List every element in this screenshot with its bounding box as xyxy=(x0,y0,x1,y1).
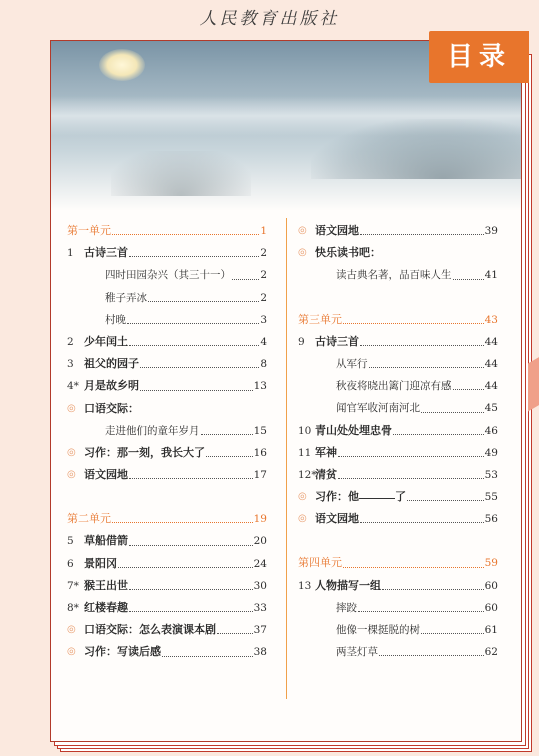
leader-dots xyxy=(201,420,253,435)
lesson-number: 8* xyxy=(67,602,79,614)
leader-dots xyxy=(217,619,253,634)
leader-dots xyxy=(162,641,253,656)
toc-entry[interactable] xyxy=(67,575,267,597)
leader-dots xyxy=(360,220,484,235)
circle-bullet-icon: ◎ xyxy=(298,491,307,503)
entry-title: 青山处处埋忠骨 xyxy=(315,423,392,437)
toc-tab: 目录 xyxy=(429,31,529,83)
leader-dots xyxy=(112,220,259,235)
toc-subentry[interactable] xyxy=(298,397,498,419)
leader-dots xyxy=(129,530,253,545)
entry-title: 习作：写读后感 xyxy=(84,645,161,659)
entry-title: 祖父的园子 xyxy=(84,357,139,371)
leader-dots xyxy=(360,508,484,523)
page-number: 1 xyxy=(260,225,267,237)
page-number: 41 xyxy=(484,269,498,282)
toc-right-column xyxy=(298,220,498,663)
toc-entry[interactable] xyxy=(67,553,267,575)
page-number: 61 xyxy=(484,624,498,636)
lesson-number: 10 xyxy=(298,424,312,437)
toc-subentry[interactable] xyxy=(67,287,267,309)
page-number: 56 xyxy=(484,513,498,526)
circle-bullet-icon: ◎ xyxy=(67,469,76,481)
entry-title: 摔跤 xyxy=(336,601,357,614)
circle-bullet-icon: ◎ xyxy=(298,513,307,525)
entry-title: 第一单元 xyxy=(67,224,111,237)
entry-title: 村晚 xyxy=(105,313,126,326)
entry-title: 月是故乡明 xyxy=(84,379,139,393)
page-number: 3 xyxy=(260,313,267,326)
entry-title: 口语交际： xyxy=(84,401,139,415)
leader-dots xyxy=(112,508,253,523)
toc-subentry[interactable] xyxy=(298,264,498,286)
entry-title: 语文园地 xyxy=(315,512,359,526)
lesson-number: 6 xyxy=(67,557,74,570)
circle-bullet-icon: ◎ xyxy=(67,402,76,414)
toc-entry[interactable] xyxy=(298,486,498,508)
lesson-number: 13 xyxy=(298,579,312,592)
toc-spacer xyxy=(298,530,498,552)
lesson-number: 11 xyxy=(298,446,312,459)
entry-title: 人物描写一组 xyxy=(315,578,381,592)
page-number: 38 xyxy=(253,646,267,659)
entry-title: 第四单元 xyxy=(298,556,342,570)
toc-entry[interactable] xyxy=(67,641,267,663)
page-number: 60 xyxy=(484,579,498,592)
entry-title: 景阳冈 xyxy=(84,556,117,570)
toc-entry[interactable] xyxy=(67,442,267,464)
leader-dots xyxy=(206,442,253,457)
page-number: 49 xyxy=(484,446,498,459)
entry-title: 秋夜将晓出篱门迎凉有感 xyxy=(336,380,452,393)
lesson-number: 2 xyxy=(67,335,74,348)
circle-bullet-icon: ◎ xyxy=(67,446,76,458)
page-number: 33 xyxy=(253,602,267,614)
page-number: 4 xyxy=(260,335,267,348)
toc-subentry[interactable] xyxy=(67,309,267,331)
entry-title: 少年闰土 xyxy=(84,334,128,348)
entry-title: 稚子弄冰 xyxy=(105,291,147,304)
page-number: 2 xyxy=(260,291,267,304)
leader-dots xyxy=(338,442,484,457)
side-marker xyxy=(528,357,539,412)
lesson-number: 12* xyxy=(298,468,317,481)
lesson-number: 1 xyxy=(67,247,74,260)
leader-dots xyxy=(140,353,259,368)
entry-title: 从军行 xyxy=(336,357,368,370)
toc-entry[interactable] xyxy=(298,464,498,486)
toc-spacer xyxy=(67,486,267,508)
leader-dots xyxy=(407,486,484,501)
toc-entry[interactable] xyxy=(298,442,498,464)
page-number: 62 xyxy=(484,646,498,659)
entry-title: 口语交际：怎么表演课本剧 xyxy=(84,623,216,637)
sun-glow xyxy=(99,49,145,81)
entry-title: 两茎灯草 xyxy=(336,646,378,659)
toc-entry[interactable] xyxy=(67,464,267,486)
circle-bullet-icon: ◎ xyxy=(298,247,307,259)
toc-entry[interactable] xyxy=(67,353,267,375)
toc-subentry[interactable] xyxy=(298,597,498,619)
toc-subentry[interactable] xyxy=(67,420,267,442)
page-number: 16 xyxy=(253,446,267,459)
leader-dots xyxy=(338,464,484,479)
page-number: 30 xyxy=(253,579,267,592)
page-number: 37 xyxy=(253,624,267,637)
toc-entry[interactable] xyxy=(298,508,498,530)
toc-subentry[interactable] xyxy=(298,353,498,375)
leader-dots xyxy=(129,242,259,257)
leader-dots xyxy=(343,309,484,324)
page-number: 20 xyxy=(253,535,267,548)
page-number: 55 xyxy=(484,491,498,504)
reeds xyxy=(111,151,251,196)
leader-dots xyxy=(453,375,484,390)
leader-dots xyxy=(129,464,253,479)
leader-dots xyxy=(118,553,253,568)
page-number: 8 xyxy=(260,358,267,371)
entry-title: 军神 xyxy=(315,445,337,459)
entry-title: 草船借箭 xyxy=(84,534,128,548)
leader-dots xyxy=(369,353,484,368)
page-number: 46 xyxy=(484,424,498,437)
circle-bullet-icon: ◎ xyxy=(67,624,76,636)
entry-title: 语文园地 xyxy=(315,224,359,237)
entry-title-suffix: 了 xyxy=(395,490,406,504)
toc-unit-heading[interactable] xyxy=(67,220,267,242)
page-number: 2 xyxy=(260,269,267,282)
page-number: 44 xyxy=(484,335,498,348)
leader-dots xyxy=(343,552,484,567)
entry-title: 四时田园杂兴（其三十一） xyxy=(105,269,231,282)
toc-left-column xyxy=(67,220,267,664)
toc-subentry[interactable] xyxy=(298,641,498,663)
entry-title: 清贫 xyxy=(315,467,337,481)
leader-dots xyxy=(127,309,259,324)
lesson-number: 9 xyxy=(298,335,305,348)
page-number: 43 xyxy=(484,313,498,326)
leader-dots xyxy=(393,420,484,435)
fill-in-blank xyxy=(359,486,395,499)
toc-unit-heading[interactable] xyxy=(67,508,267,530)
entry-title: 走进他们的童年岁月 xyxy=(105,424,200,437)
entry-title: 第二单元 xyxy=(67,512,111,526)
entry-title: 快乐读书吧： xyxy=(315,246,381,260)
page-number: 53 xyxy=(484,468,498,481)
page-number: 44 xyxy=(484,380,498,393)
page-number: 45 xyxy=(484,402,498,415)
entry-title: 猴王出世 xyxy=(84,578,128,592)
toc-entry[interactable] xyxy=(298,242,498,264)
toc-unit-heading[interactable] xyxy=(298,552,498,574)
page-number: 13 xyxy=(253,380,267,393)
toc-unit-heading[interactable] xyxy=(298,309,498,331)
toc-subentry[interactable] xyxy=(67,264,267,286)
leader-dots xyxy=(232,264,259,279)
entry-title: 古诗三首 xyxy=(84,246,128,260)
entry-title: 语文园地 xyxy=(84,468,128,482)
leader-dots xyxy=(382,575,484,590)
toc-entry[interactable] xyxy=(67,597,267,619)
toc-spacer xyxy=(298,287,498,309)
page-number: 59 xyxy=(484,557,498,570)
entry-title: 闻官军收河南河北 xyxy=(336,402,420,415)
lesson-number: 3 xyxy=(67,358,74,371)
leader-dots xyxy=(148,287,259,302)
entry-title: 第三单元 xyxy=(298,312,342,326)
toc-subentry[interactable] xyxy=(298,619,498,641)
leader-dots xyxy=(140,375,253,390)
leader-dots xyxy=(421,619,484,634)
entry-title: 他像一棵挺脱的树 xyxy=(336,624,420,636)
leader-dots xyxy=(453,264,484,279)
leader-dots xyxy=(379,641,484,656)
page-number: 24 xyxy=(253,557,267,570)
page-number: 60 xyxy=(484,601,498,614)
entry-title: 习作：那一刻，我长大了 xyxy=(84,445,205,459)
toc-entry[interactable] xyxy=(67,530,267,552)
leader-dots xyxy=(129,575,253,590)
toc-entry[interactable] xyxy=(67,398,267,420)
circle-bullet-icon: ◎ xyxy=(298,225,307,236)
page-number: 15 xyxy=(253,424,267,437)
toc-entry[interactable] xyxy=(298,420,498,442)
page-number: 17 xyxy=(253,469,267,482)
entry-title: 古诗三首 xyxy=(315,334,359,348)
entry-title: 习作：他 xyxy=(315,490,359,504)
page-number: 39 xyxy=(484,225,498,237)
toc-entry[interactable] xyxy=(67,242,267,264)
toc-entry[interactable] xyxy=(67,331,267,353)
page-number: 44 xyxy=(484,357,498,370)
column-divider xyxy=(286,218,287,699)
circle-bullet-icon: ◎ xyxy=(67,646,76,658)
leader-dots xyxy=(129,331,259,346)
entry-title: 读古典名著，品百味人生 xyxy=(336,269,452,282)
publisher-name: 人民教育出版社 xyxy=(199,9,340,29)
distant-hill xyxy=(311,119,522,179)
toc-entry[interactable] xyxy=(67,619,267,641)
leader-dots xyxy=(360,331,484,346)
page-number: 19 xyxy=(253,513,267,526)
leader-dots xyxy=(129,597,253,612)
entry-title: 红楼春趣 xyxy=(84,601,128,614)
leader-dots xyxy=(421,397,484,412)
toc-entry[interactable] xyxy=(298,331,498,353)
toc-entry[interactable] xyxy=(298,575,498,597)
page-number: 2 xyxy=(260,247,267,260)
leader-dots xyxy=(358,597,484,612)
toc-subentry[interactable] xyxy=(298,375,498,397)
lesson-number: 4* xyxy=(67,380,79,393)
toc-entry[interactable] xyxy=(67,375,267,397)
lesson-number: 7* xyxy=(67,579,79,592)
toc-entry[interactable] xyxy=(298,220,498,242)
lesson-number: 5 xyxy=(67,535,74,548)
